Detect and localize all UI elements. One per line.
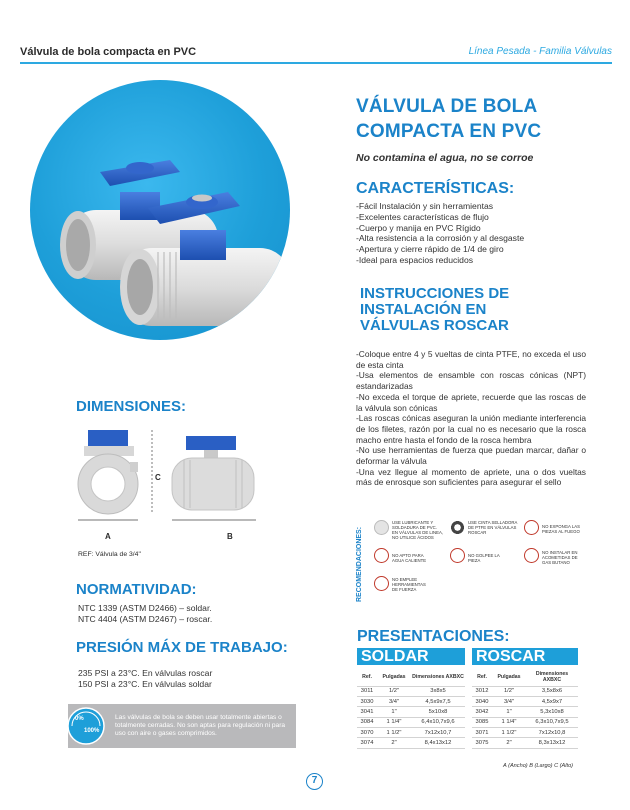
list-item: -No use herramientas de fuerza que puedan marcar, dañar o deformar la válvula — [356, 445, 586, 467]
column-header: Dimensiones AXBXC — [526, 668, 578, 686]
table-cell: 1 1/2" — [377, 728, 411, 738]
instrucciones-heading-line: VÁLVULAS ROSCAR — [360, 317, 509, 334]
table-cell: 8,4x13x12 — [411, 738, 465, 748]
column-header: Ref. — [472, 668, 492, 686]
table-row — [357, 707, 465, 717]
table-cell: 3040 — [472, 696, 492, 706]
table-header-row — [357, 668, 465, 686]
table-row — [357, 696, 465, 706]
soldar-table — [357, 668, 465, 749]
list-item: 150 PSI a 23°C. En válvulas soldar — [78, 678, 212, 689]
roscar-table — [472, 668, 578, 749]
table-cell: 3x8x5 — [411, 686, 465, 696]
list-item: -Fácil Instalación y sin herramientas — [356, 201, 494, 211]
table-cell: 3030 — [357, 696, 377, 706]
recomendaciones-panel — [356, 516, 586, 600]
column-header: Dimensiones AXBXC — [411, 668, 465, 686]
table-row — [357, 717, 465, 727]
list-item: -Excelentes características de flujo — [356, 211, 489, 222]
list-item: -Una vez llegue al momento de apriete, una o dos vueltas más de enrosque son suficientes para asegurar el sello — [356, 466, 586, 488]
valve-position-icon — [66, 705, 106, 747]
page-number: 7 — [306, 773, 323, 790]
dimension-label-a: A — [105, 532, 111, 541]
dimension-label-c: C — [155, 473, 161, 482]
table-cell: 8,3x13x12 — [526, 738, 578, 748]
table-cell: 3074 — [357, 738, 377, 748]
dimension-label-b: B — [227, 532, 233, 541]
table-cell: 3084 — [357, 717, 377, 727]
table-cell: 3,5x8x6 — [526, 686, 578, 696]
list-item: -Apertura y cierre rápido de 1/4 de giro — [356, 244, 504, 255]
table-cell: 5x10x8 — [411, 707, 465, 717]
table-cell: 1" — [492, 707, 526, 717]
table-cell: 1 1/4" — [377, 717, 411, 727]
recomendacion-item: NO GOLPEE LA PIEZA — [468, 553, 500, 563]
table-row — [357, 686, 465, 696]
table-row — [472, 686, 578, 696]
dimensiones-heading: DIMENSIONES: — [76, 398, 187, 415]
tape-icon — [450, 520, 465, 535]
recomendacion-item: NO EXPONGA LAS PIEZAS AL FUEGO — [542, 524, 580, 534]
list-item: -Usa elementos de ensamble con roscas cónicas (NPT) estandarizadas — [356, 370, 586, 392]
table-cell: 4,5x9x7 — [526, 696, 578, 706]
normatividad-list — [78, 603, 212, 625]
no-hot-water-icon — [374, 548, 389, 563]
glue-can-icon — [374, 520, 389, 535]
no-hammer-icon — [450, 548, 465, 563]
table-cell: 7x12x10,7 — [411, 728, 465, 738]
dimension-reference: REF: Válvula de 3/4" — [78, 551, 141, 558]
instrucciones-heading-line: INSTALACIÓN EN — [360, 301, 487, 318]
table-row — [472, 738, 578, 748]
instrucciones-heading-line: INSTRUCCIONES DE — [360, 285, 510, 302]
caracteristicas-list — [356, 201, 524, 266]
list-item: -Las roscas cónicas aseguran la unión mediante interferencia de los filetes, razón por la cual no es necesario que la rosca macho entre hasta el fondo de la rosca hembra — [356, 413, 586, 445]
valve-illustration — [30, 80, 290, 340]
table-cell: 3042 — [472, 707, 492, 717]
table-cell: 1/2" — [377, 686, 411, 696]
table-cell: 3/4" — [492, 696, 526, 706]
no-gas-icon — [524, 548, 539, 563]
header-product-name: Válvula de bola compacta en PVC — [20, 46, 197, 58]
column-header: Pulgadas — [377, 668, 411, 686]
page-header — [20, 44, 612, 64]
header-product-line: Línea Pesada - Familia Válvulas — [468, 46, 612, 57]
dimensions-legend-note: A (Ancho) B (Largo) C (Alto) — [503, 763, 574, 769]
list-item: -Cuerpo y manija en PVC Rígido — [356, 222, 481, 233]
table-cell: 1 1/2" — [492, 728, 526, 738]
table-cell: 3011 — [357, 686, 377, 696]
no-wrench-icon — [374, 576, 389, 591]
recomendacion-item: NO EMPLEE HERRAMIENTAS DE FUERZA — [392, 577, 426, 592]
recomendacion-item: USE CINTA SELLADORA DE PTFE EN VÁLVULAS ROSCAR — [468, 520, 518, 535]
table-cell: 5,3x10x8 — [526, 707, 578, 717]
product-title — [356, 94, 606, 144]
table-row — [472, 728, 578, 738]
presentaciones-heading: PRESENTACIONES: — [357, 628, 510, 645]
table-row — [357, 738, 465, 748]
table-cell: 2" — [377, 738, 411, 748]
table-cell: 3/4" — [377, 696, 411, 706]
table-cell: 2" — [492, 738, 526, 748]
table-cell: 7x12x10,8 — [526, 728, 578, 738]
table-cell: 3070 — [357, 728, 377, 738]
list-item: -No exceda el torque de apriete, recuerde que las roscas de la válvula son cónicas — [356, 391, 586, 413]
table-cell: 3041 — [357, 707, 377, 717]
table-row — [472, 696, 578, 706]
title-line-1: VÁLVULA DE BOLA — [356, 96, 538, 117]
table-header-row — [472, 668, 578, 686]
table-cell: 3085 — [472, 717, 492, 727]
normatividad-heading: NORMATIVIDAD: — [76, 581, 197, 598]
warning-pct-bottom: 100% — [84, 728, 100, 734]
recomendaciones-label: RECOMENDACIONES: — [356, 526, 363, 602]
presion-list — [78, 668, 212, 690]
table-cell: 3071 — [472, 728, 492, 738]
table-cell: 1 1/4" — [492, 717, 526, 727]
list-item: 235 PSI a 23°C. En válvulas roscar — [78, 668, 213, 678]
handle-side-view — [186, 436, 236, 450]
list-item: -Alta resistencia a la corrosión y al desgaste — [356, 233, 525, 244]
product-subtitle: No contamina el agua, no se corroe — [356, 152, 534, 164]
warning-pct-top: 0% — [75, 716, 84, 722]
instrucciones-list — [356, 349, 586, 488]
soldar-label: SOLDAR — [357, 648, 465, 665]
product-photo — [30, 80, 290, 340]
title-line-2: COMPACTA EN PVC — [356, 121, 542, 142]
table-cell: 1/2" — [492, 686, 526, 696]
recomendacion-item: NO INSTALAR EN ACOMETIDAS DE GAS BUTANO — [542, 550, 578, 565]
table-cell: 6,3x10,7x9,5 — [526, 717, 578, 727]
table-cell: 6,4x10,7x9,6 — [411, 717, 465, 727]
instrucciones-heading — [360, 286, 509, 334]
presion-heading: PRESIÓN MÁX DE TRABAJO: — [76, 639, 288, 656]
table-cell: 3012 — [472, 686, 492, 696]
table-row — [472, 707, 578, 717]
list-item: -Ideal para espacios reducidos — [356, 254, 474, 265]
list-item: -Coloque entre 4 y 5 vueltas de cinta PTFE, no exceda el uso de esta cinta — [356, 349, 586, 370]
column-header: Ref. — [357, 668, 377, 686]
table-row — [357, 728, 465, 738]
caracteristicas-heading: CARACTERÍSTICAS: — [356, 180, 515, 197]
table-row — [472, 717, 578, 727]
table-cell: 4,5x9x7,5 — [411, 696, 465, 706]
warning-text: Las válvulas de bola se deben usar totalmente abiertas o totalmente cerradas. No son aptas para regulación ni para uso con aire o gases comprimidos. — [115, 714, 286, 737]
recomendacion-item: NO APTO PARA AGUA CALIENTE — [392, 553, 427, 563]
roscar-label: ROSCAR — [472, 648, 578, 665]
list-item: NTC 4404 (ASTM D2467) – roscar. — [78, 613, 213, 624]
recomendacion-item: USE LUBRICANTE Y SOLDADURA DE PVC. EN VÁLVULAS DE LINEA, NO UTILICE ÁCIDOS — [392, 520, 444, 540]
list-item: NTC 1339 (ASTM D2466) – soldar. — [78, 603, 212, 613]
table-cell: 3075 — [472, 738, 492, 748]
handle-front-view — [88, 430, 128, 446]
column-header: Pulgadas — [492, 668, 526, 686]
no-fire-icon — [524, 520, 539, 535]
table-cell: 1" — [377, 707, 411, 717]
